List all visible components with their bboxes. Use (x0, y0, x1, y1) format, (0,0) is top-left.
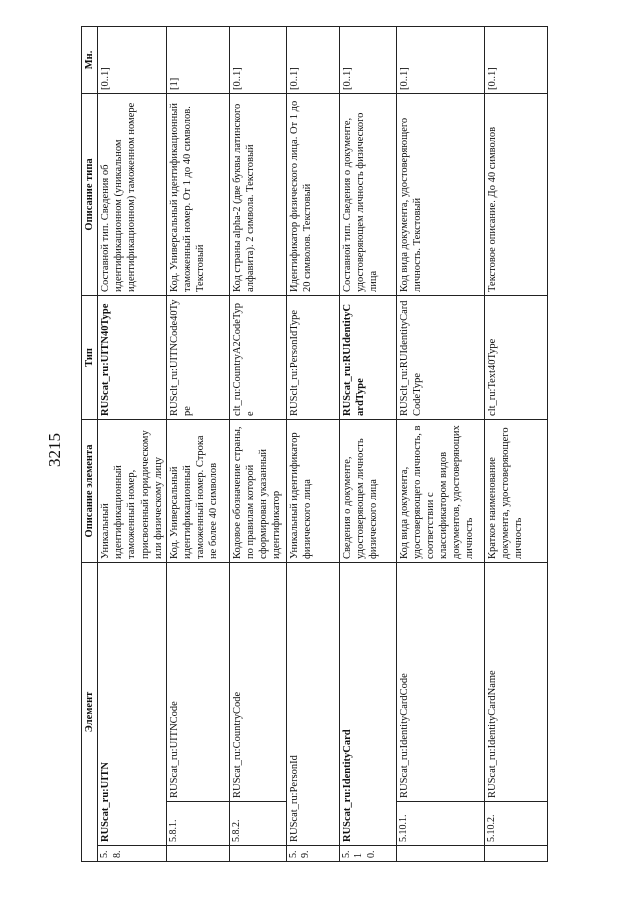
indent-cell (396, 846, 484, 862)
header-type-description: Описание типа (82, 93, 98, 295)
row-number: 5.9. (286, 846, 339, 862)
table-row (98, 26, 167, 861)
element-type: clt_ru:Text40Type (484, 295, 547, 419)
element-description: Уникальный идентификационный таможенный номер, присвоенный юридическому или физическому лицу (98, 419, 167, 562)
header-multiplicity: Мн. (82, 26, 98, 93)
row-number: 5.8.1. (166, 802, 229, 846)
multiplicity: [0..1] (229, 26, 286, 93)
element-description: Код вида документа, удостоверяющего личность, в соответствии с классификатором видов документов, удостоверяющих личность (396, 419, 484, 562)
element-description: Кодовое обозначение страны, по правилам которой сформирован указанный идентификатор (229, 419, 286, 562)
element-name: RUScat_ru:IdentityCardName (484, 562, 547, 801)
multiplicity: [0..1] (98, 26, 167, 93)
multiplicity: [0..1] (484, 26, 547, 93)
element-type: RUScat_ru:RUIdentityCardType (339, 295, 396, 419)
element-name: RUScat_ru:IdentityCardCode (396, 562, 484, 801)
indent-cell (166, 846, 229, 862)
type-description: Код. Универсальный идентификационный таможенный номер. От 1 до 40 символов. Текстовый (166, 93, 229, 295)
table-row (229, 26, 286, 861)
element-name: RUScat_ru:PersonId (286, 562, 339, 845)
spec-table (81, 26, 548, 862)
element-description: Код. Универсальный идентификационный таможенный номер. Строка не более 40 символов (166, 419, 229, 562)
type-description: Составной тип. Сведения о документе, удостоверяющем личность физического лица (339, 93, 396, 295)
element-name: RUScat_ru:UITN (98, 562, 167, 845)
indent-cell (484, 846, 547, 862)
header-element-description: Описание элемента (82, 419, 98, 562)
indent-cell (229, 846, 286, 862)
table-row (286, 26, 339, 861)
table-row (484, 26, 547, 861)
element-name: RUScat_ru:IdentityCard (339, 562, 396, 845)
multiplicity: [0..1] (396, 26, 484, 93)
multiplicity: [0..1] (339, 26, 396, 93)
element-type: RUSclt_ru:PersonIdType (286, 295, 339, 419)
table-header-row (82, 26, 98, 861)
element-description: Уникальный идентификатор физического лица (286, 419, 339, 562)
element-name: RUScat_ru:UITNCode (166, 562, 229, 801)
rotated-table-container (81, 27, 548, 862)
multiplicity: [1] (166, 26, 229, 93)
table-row (339, 26, 396, 861)
table-row (166, 26, 229, 861)
page-number: 3215 (45, 433, 64, 467)
element-type: RUScat_ru:UITN40Type (98, 295, 167, 419)
row-number: 5.10.2. (484, 802, 547, 846)
row-number: 5.8. (98, 846, 167, 862)
type-description: Код страны alpha-2 (две буквы латинского алфавита). 2 символа. Текстовый (229, 93, 286, 295)
element-description: Краткое наименование документа, удостоверяющего личность (484, 419, 547, 562)
row-number: 5.10.1. (396, 802, 484, 846)
multiplicity: [0..1] (286, 26, 339, 93)
row-number: 5.10. (339, 846, 396, 862)
type-description: Составной тип. Сведения об идентификационном (уникальном идентификационном) таможенном номере (98, 93, 167, 295)
type-description: Код вида документа, удостоверяющего личность. Текстовый (396, 93, 484, 295)
table-row (396, 26, 484, 861)
row-number: 5.8.2. (229, 802, 286, 846)
header-element: Элемент (82, 562, 98, 861)
element-name: RUScat_ru:CountryCode (229, 562, 286, 801)
header-type: Тип (82, 295, 98, 419)
element-type: RUSclt_ru:RUIdentityCardCodeType (396, 295, 484, 419)
type-description: Текстовое описание. До 40 символов (484, 93, 547, 295)
element-type: clt_ru:CountryA2CodeType (229, 295, 286, 419)
type-description: Идентификатор физического лица. От 1 до 20 символов. Текстовый (286, 93, 339, 295)
element-description: Сведения о документе, удостоверяющем личность физического лица (339, 419, 396, 562)
element-type: RUSclt_ru:UITNCode40Type (166, 295, 229, 419)
